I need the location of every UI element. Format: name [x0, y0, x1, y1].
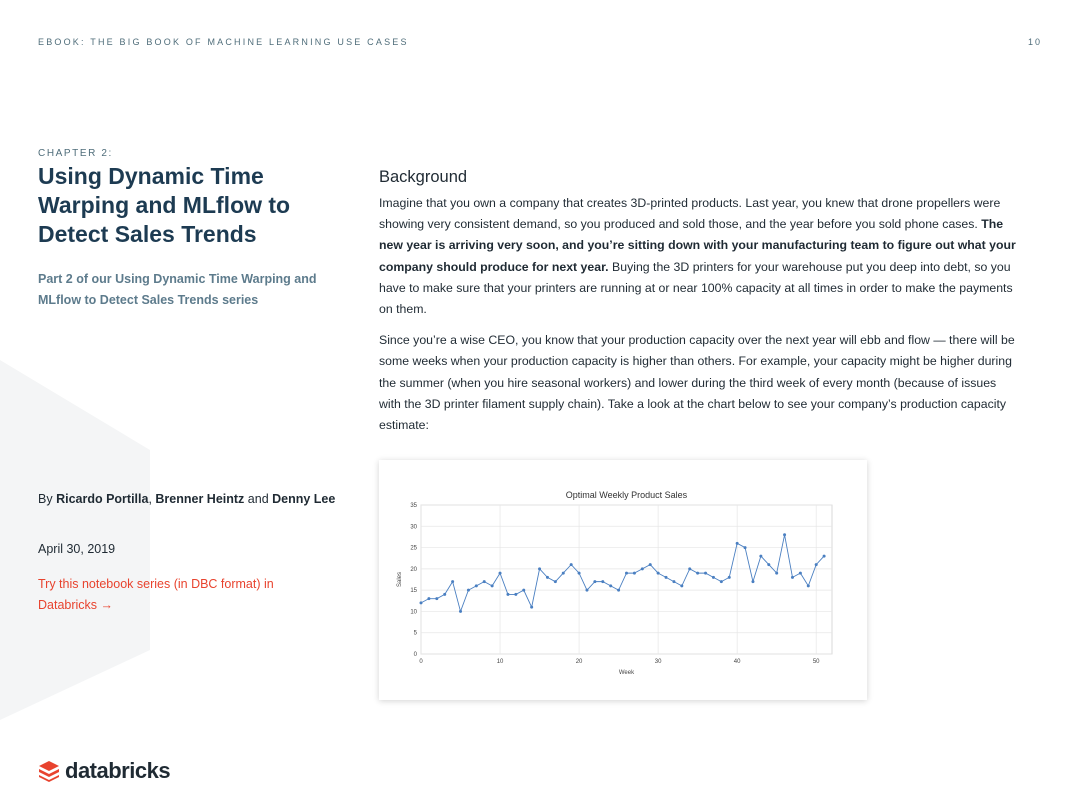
data-point: [554, 580, 557, 583]
data-point: [791, 576, 794, 579]
data-point: [467, 589, 470, 592]
y-tick-label: 25: [410, 545, 417, 552]
chapter-subtitle: Part 2 of our Using Dynamic Time Warping and MLflow to Detect Sales Trends series: [38, 272, 317, 307]
data-point: [546, 576, 549, 579]
data-point: [538, 567, 541, 570]
data-point: [443, 593, 446, 596]
sales-line-chart: [379, 460, 867, 700]
data-point: [475, 584, 478, 587]
data-point: [736, 542, 739, 545]
x-tick-label: 20: [575, 659, 583, 665]
chapter-label: CHAPTER 2:: [38, 148, 113, 159]
section-heading: Background: [379, 168, 468, 186]
data-point: [680, 584, 683, 587]
data-point: [641, 567, 644, 570]
y-axis-label: Sales: [397, 571, 403, 588]
data-point: [767, 563, 770, 566]
data-point: [427, 597, 430, 600]
publish-date: April 30, 2019: [38, 542, 116, 556]
y-tick-label: 5: [413, 630, 417, 637]
data-point: [451, 580, 454, 583]
data-point: [807, 584, 810, 587]
logo-text: databricks: [65, 758, 171, 783]
data-point: [775, 572, 778, 575]
authors-separator: ,: [148, 492, 156, 506]
x-axis-label: Week: [618, 670, 635, 676]
data-point: [514, 593, 517, 596]
y-tick-label: 10: [410, 609, 417, 616]
authors-separator: and: [244, 492, 273, 506]
data-point: [823, 555, 826, 558]
data-point: [720, 580, 723, 583]
paragraph-text: Buying the 3D printers for your warehouse put you deep into debt, so you have to make sure that your printers are running at or near 100% capacity at all times in order to make the payments on them.: [379, 259, 1013, 317]
data-point: [593, 580, 596, 583]
author-byline: [38, 489, 338, 510]
notebook-link[interactable]: Try this notebook series (in DBC format) in Databricks →: [38, 577, 274, 612]
plot-frame: [421, 505, 832, 654]
data-point: [625, 572, 628, 575]
chart-card: [379, 460, 867, 700]
data-point: [759, 555, 762, 558]
databricks-stack-icon: [38, 760, 60, 782]
y-tick-label: 20: [410, 566, 417, 573]
data-point: [799, 572, 802, 575]
authors-prefix: By: [38, 492, 57, 506]
data-point: [688, 567, 691, 570]
data-point: [491, 584, 494, 587]
data-point: [649, 563, 652, 566]
chart-title: Optimal Weekly Product Sales: [565, 490, 688, 500]
data-point: [744, 546, 747, 549]
author-name: Ricardo Portilla: [56, 492, 149, 506]
data-point: [815, 563, 818, 566]
page-number: 10: [1027, 37, 1042, 47]
sales-series-line: [421, 535, 824, 612]
data-point: [562, 572, 565, 575]
data-point: [633, 572, 636, 575]
y-tick-label: 35: [410, 503, 417, 509]
data-point: [435, 597, 438, 600]
data-point: [578, 572, 581, 575]
data-point: [783, 533, 786, 536]
paragraph: [379, 193, 1019, 320]
data-point: [696, 572, 699, 575]
data-point: [530, 606, 533, 609]
data-point: [585, 589, 588, 592]
y-tick-label: 15: [410, 588, 417, 595]
data-point: [483, 580, 486, 583]
ebook-header-title: EBOOK: THE BIG BOOK OF MACHINE LEARNING USE CASES: [38, 37, 409, 47]
data-point: [704, 572, 707, 575]
data-point: [751, 580, 754, 583]
author-name: Denny Lee: [272, 492, 336, 506]
x-tick-label: 10: [496, 659, 504, 665]
x-tick-label: 30: [654, 659, 662, 665]
paragraph: Since you’re a wise CEO, you know that your production capacity over the next year will ebb and flow — there will be some weeks when your production capacity is higher than others. For example, your capacity might be higher during the summer (when you hire seasonal workers) and lower during the third week of every month (because of issues with the 3D printer filament supply chain). Take a look at the chart below to see your company’s production capacity estimate:: [379, 333, 1015, 433]
data-point: [728, 576, 731, 579]
chapter-title: Using Dynamic Time Warping and MLflow to Detect Sales Trends: [38, 163, 291, 247]
data-point: [522, 589, 525, 592]
data-point: [506, 593, 509, 596]
data-point: [617, 589, 620, 592]
databricks-logo: [38, 758, 170, 784]
data-point: [609, 584, 612, 587]
y-tick-label: 30: [410, 524, 417, 531]
x-tick-label: 40: [733, 659, 741, 665]
data-point: [665, 576, 668, 579]
x-tick-label: 50: [812, 659, 820, 665]
y-tick-label: 0: [413, 652, 417, 658]
paragraph-text: Imagine that you own a company that creates 3D-printed products. Last year, you knew that drone propellers were showing very consistent demand, so you produced and sold those, and the year before you sold phone cases.: [379, 196, 1001, 232]
x-tick-label: 0: [419, 659, 423, 665]
data-point: [672, 580, 675, 583]
data-point: [712, 576, 715, 579]
data-point: [459, 610, 462, 613]
data-point: [570, 563, 573, 566]
main-content: [379, 168, 1019, 446]
data-point: [601, 580, 604, 583]
author-name: Brenner Heintz: [155, 492, 245, 506]
data-point: [657, 572, 660, 575]
data-point: [420, 601, 423, 604]
paragraph-bold-text: The new year is arriving very soon, and you’re sitting down with your manufacturing team to figure out what your company should produce for next year.: [379, 217, 1016, 274]
data-point: [499, 572, 502, 575]
